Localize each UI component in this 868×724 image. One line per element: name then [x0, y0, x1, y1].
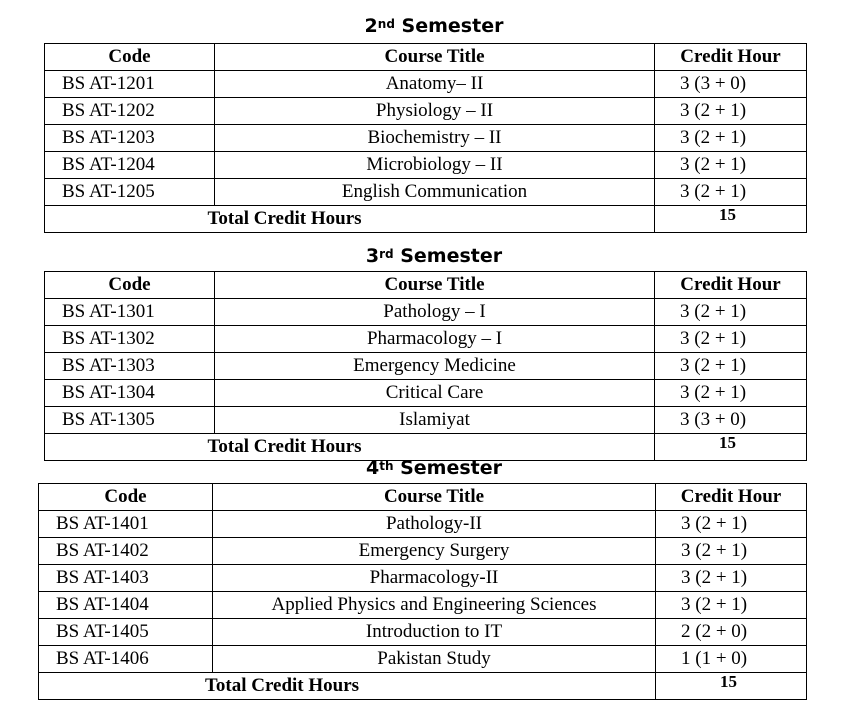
table-row — [39, 565, 807, 592]
course-code: BS AT-1401 — [39, 511, 213, 538]
course-credit: 3 (2 + 1) — [656, 565, 807, 592]
total-label: Total Credit Hours — [45, 434, 655, 461]
course-code: BS AT-1402 — [39, 538, 213, 565]
course-credit: 3 (2 + 1) — [655, 152, 807, 179]
course-title: Pharmacology-II — [213, 565, 656, 592]
course-code: BS AT-1305 — [45, 407, 215, 434]
total-label: Total Credit Hours — [45, 206, 655, 233]
semester-4-ordinal-suffix: th — [379, 459, 394, 473]
course-code: BS AT-1303 — [45, 353, 215, 380]
course-credit: 3 (2 + 1) — [656, 538, 807, 565]
header-credit-hour: Credit Hour — [656, 484, 807, 511]
course-title: Islamiyat — [215, 407, 655, 434]
course-credit: 3 (2 + 1) — [655, 353, 807, 380]
course-code: BS AT-1405 — [39, 619, 213, 646]
course-title: English Communication — [215, 179, 655, 206]
semester-3-ordinal-suffix: rd — [379, 247, 394, 261]
course-credit: 3 (2 + 1) — [656, 511, 807, 538]
course-code: BS AT-1201 — [45, 71, 215, 98]
semester-4-label: Semester — [400, 457, 503, 479]
course-code: BS AT-1204 — [45, 152, 215, 179]
table-row — [45, 407, 807, 434]
table-row — [45, 152, 807, 179]
header-course-title: Course Title — [215, 272, 655, 299]
semester-2-label: Semester — [401, 15, 504, 37]
course-credit: 3 (3 + 0) — [655, 407, 807, 434]
course-credit: 3 (2 + 1) — [655, 179, 807, 206]
course-credit: 3 (3 + 0) — [655, 71, 807, 98]
table-row — [45, 299, 807, 326]
header-course-title: Course Title — [215, 44, 655, 71]
header-credit-hour: Credit Hour — [655, 44, 807, 71]
course-title: Emergency Surgery — [213, 538, 656, 565]
table-row — [39, 511, 807, 538]
course-code: BS AT-1302 — [45, 326, 215, 353]
table-row — [39, 538, 807, 565]
course-code: BS AT-1404 — [39, 592, 213, 619]
total-row — [39, 673, 807, 700]
course-title: Biochemistry – II — [215, 125, 655, 152]
semester-4-ordinal-num: 4 — [365, 457, 380, 479]
semester-3-ordinal-num: 3 — [365, 245, 380, 267]
course-code: BS AT-1406 — [39, 646, 213, 673]
course-title: Microbiology – II — [215, 152, 655, 179]
course-title: Pathology-II — [213, 511, 656, 538]
course-title: Emergency Medicine — [215, 353, 655, 380]
table-row — [39, 592, 807, 619]
course-credit: 3 (2 + 1) — [655, 98, 807, 125]
table-row — [45, 326, 807, 353]
header-code: Code — [45, 272, 215, 299]
table-row — [45, 380, 807, 407]
semester-2-ordinal-suffix: nd — [377, 17, 395, 31]
semester-4-title — [0, 457, 868, 479]
total-label: Total Credit Hours — [39, 673, 656, 700]
total-value: 15 — [655, 434, 807, 461]
semester-3-title — [0, 245, 868, 267]
table-row — [45, 125, 807, 152]
course-code: BS AT-1203 — [45, 125, 215, 152]
semester-2-table — [44, 43, 807, 233]
course-title: Pakistan Study — [213, 646, 656, 673]
course-title: Pharmacology – I — [215, 326, 655, 353]
course-credit: 3 (2 + 1) — [655, 299, 807, 326]
semester-3-label: Semester — [400, 245, 503, 267]
course-code: BS AT-1205 — [45, 179, 215, 206]
course-title: Critical Care — [215, 380, 655, 407]
table-header-row — [45, 272, 807, 299]
header-course-title: Course Title — [213, 484, 656, 511]
course-credit: 3 (2 + 1) — [655, 125, 807, 152]
course-title: Physiology – II — [215, 98, 655, 125]
header-code: Code — [45, 44, 215, 71]
table-row — [45, 353, 807, 380]
table-row — [45, 98, 807, 125]
total-value: 15 — [656, 673, 807, 700]
header-credit-hour: Credit Hour — [655, 272, 807, 299]
course-credit: 3 (2 + 1) — [656, 592, 807, 619]
course-title: Pathology – I — [215, 299, 655, 326]
course-credit: 3 (2 + 1) — [655, 326, 807, 353]
course-credit: 1 (1 + 0) — [656, 646, 807, 673]
semester-2-title — [0, 15, 868, 37]
course-title: Introduction to IT — [213, 619, 656, 646]
course-code: BS AT-1301 — [45, 299, 215, 326]
semester-3-table — [44, 271, 807, 461]
total-value: 15 — [655, 206, 807, 233]
table-row — [45, 71, 807, 98]
table-row — [45, 179, 807, 206]
table-header-row — [45, 44, 807, 71]
course-code: BS AT-1202 — [45, 98, 215, 125]
header-code: Code — [39, 484, 213, 511]
table-row — [39, 646, 807, 673]
total-row — [45, 206, 807, 233]
course-title: Applied Physics and Engineering Sciences — [213, 592, 656, 619]
table-header-row — [39, 484, 807, 511]
table-row — [39, 619, 807, 646]
semester-2-ordinal-num: 2 — [364, 15, 378, 37]
course-credit: 2 (2 + 0) — [656, 619, 807, 646]
course-code: BS AT-1403 — [39, 565, 213, 592]
course-credit: 3 (2 + 1) — [655, 380, 807, 407]
course-title: Anatomy– II — [215, 71, 655, 98]
semester-4-table — [38, 483, 807, 700]
course-code: BS AT-1304 — [45, 380, 215, 407]
